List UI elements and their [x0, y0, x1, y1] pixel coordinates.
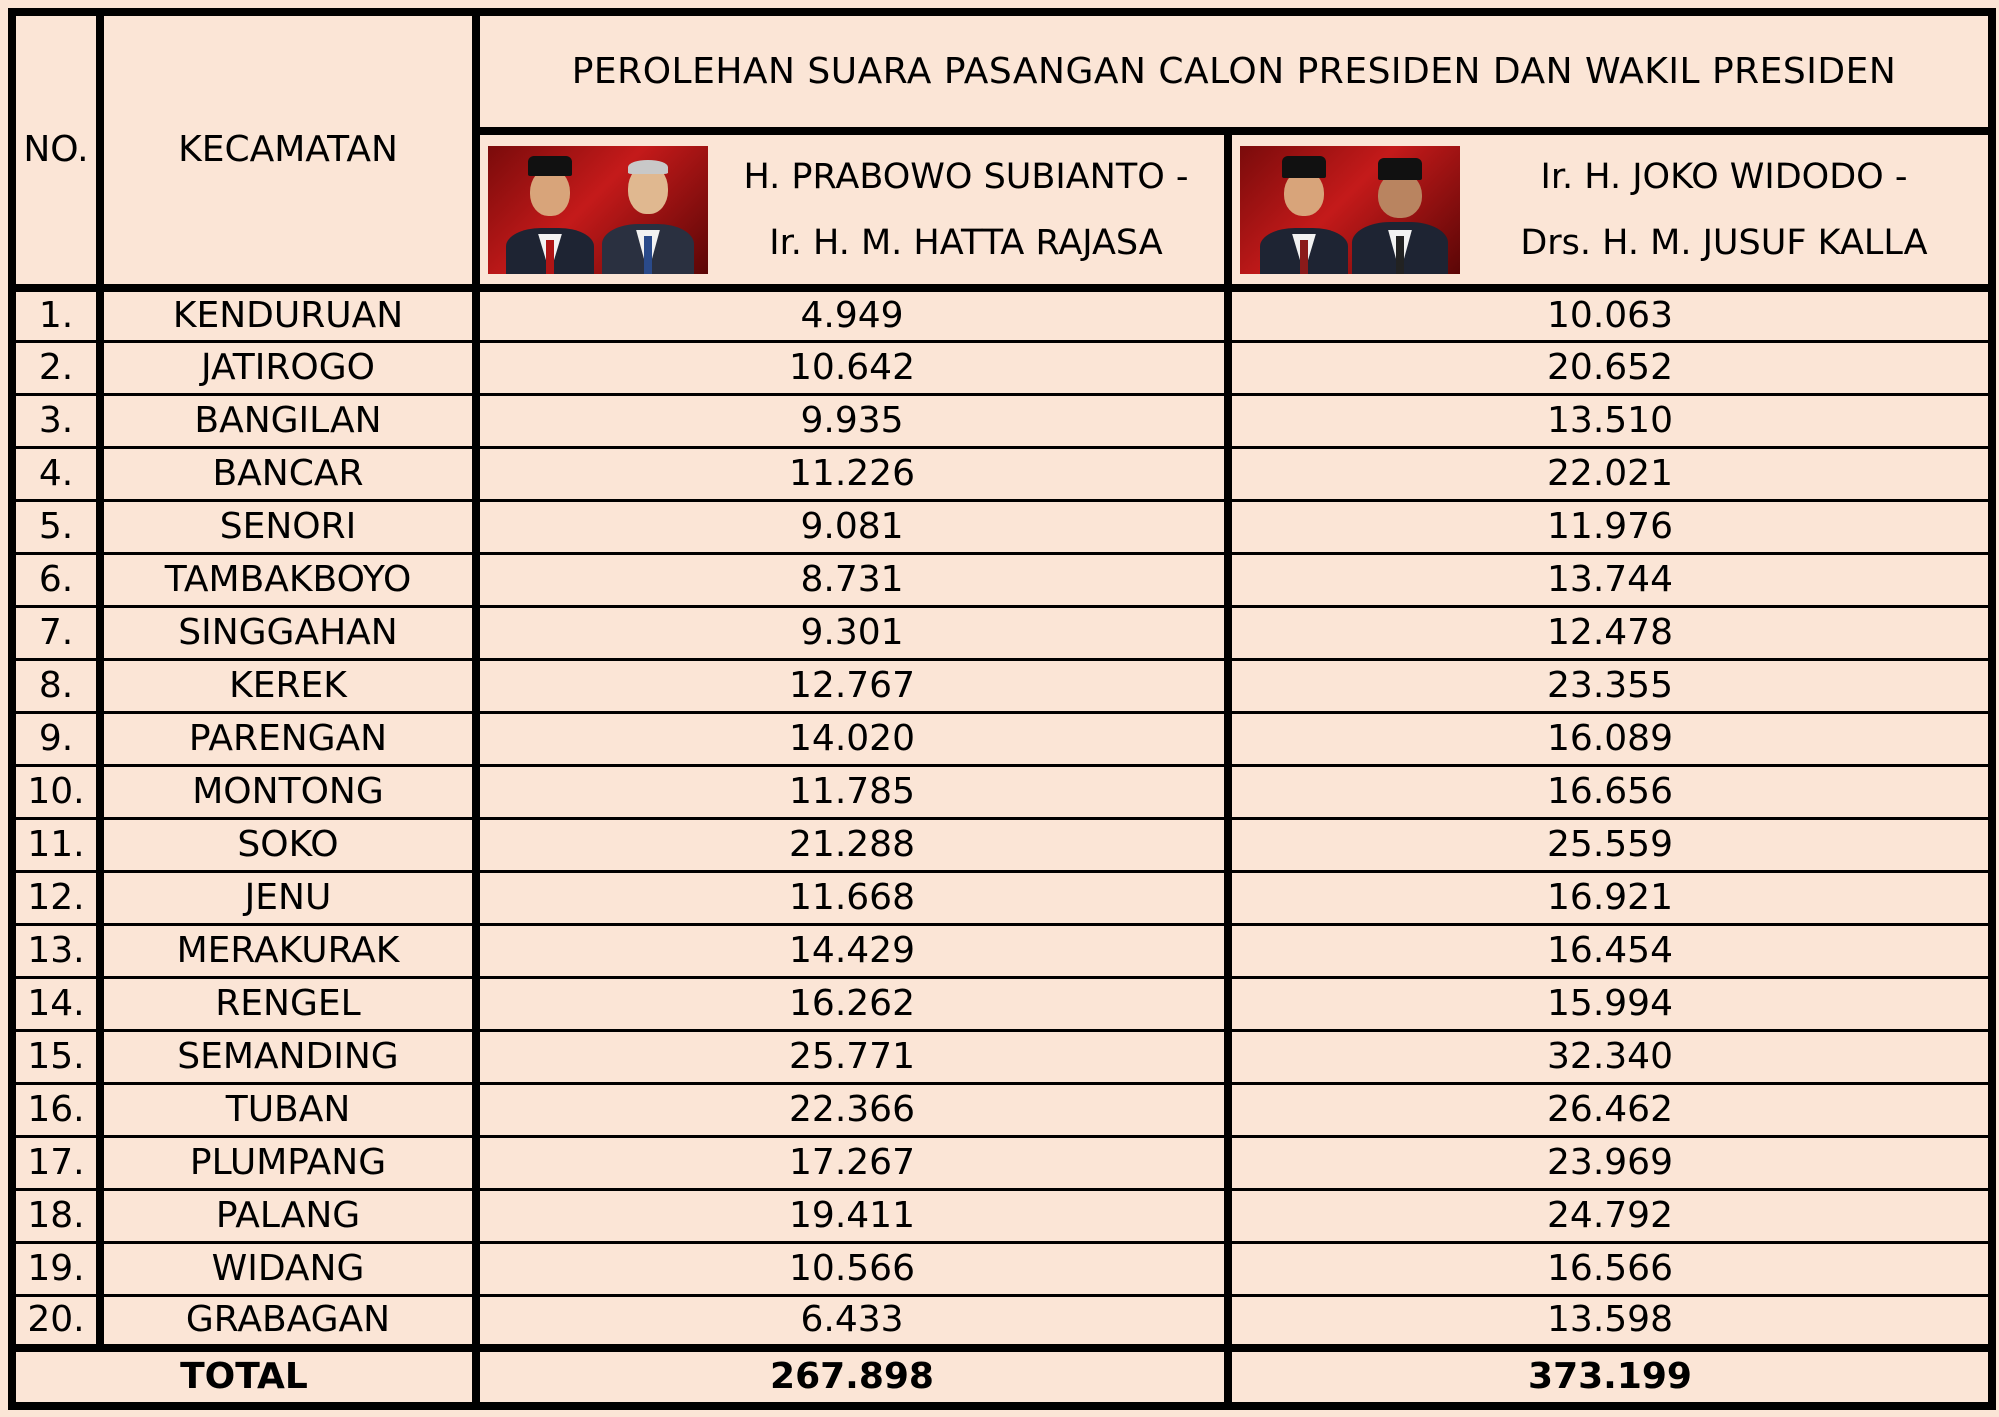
row-kecamatan: BANCAR: [100, 447, 476, 500]
row-votes-pair-2: 32.340: [1228, 1030, 1992, 1083]
row-number: 1.: [12, 288, 100, 341]
row-number: 3.: [12, 394, 100, 447]
row-number: 15.: [12, 1030, 100, 1083]
row-number: 4.: [12, 447, 100, 500]
row-kecamatan: BANGILAN: [100, 394, 476, 447]
row-kecamatan: KEREK: [100, 659, 476, 712]
candidate-pair-1-line2: Ir. H. M. HATTA RAJASA: [769, 222, 1163, 263]
table-row: [12, 1189, 1992, 1242]
row-votes-pair-2: 20.652: [1228, 341, 1992, 394]
row-number: 17.: [12, 1136, 100, 1189]
row-votes-pair-1: 8.731: [476, 553, 1228, 606]
row-votes-pair-1: 11.226: [476, 447, 1228, 500]
row-votes-pair-2: 13.510: [1228, 394, 1992, 447]
row-votes-pair-2: 16.454: [1228, 924, 1992, 977]
row-number: 2.: [12, 341, 100, 394]
row-kecamatan: JENU: [100, 871, 476, 924]
candidate-pair-2-line1: Ir. H. JOKO WIDODO -: [1540, 156, 1908, 197]
row-kecamatan: TAMBAKBOYO: [100, 553, 476, 606]
table-row: [12, 712, 1992, 765]
table-row: [12, 500, 1992, 553]
row-votes-pair-1: 9.301: [476, 606, 1228, 659]
row-votes-pair-2: 16.089: [1228, 712, 1992, 765]
table-row: [12, 818, 1992, 871]
row-votes-pair-2: 15.994: [1228, 977, 1992, 1030]
table-row: [12, 977, 1992, 1030]
row-number: 13.: [12, 924, 100, 977]
row-kecamatan: WIDANG: [100, 1242, 476, 1295]
total-label: TOTAL: [12, 1348, 476, 1406]
row-votes-pair-1: 11.668: [476, 871, 1228, 924]
table-row: [12, 924, 1992, 977]
row-kecamatan: JATIROGO: [100, 341, 476, 394]
row-kecamatan: SINGGAHAN: [100, 606, 476, 659]
row-number: 11.: [12, 818, 100, 871]
row-votes-pair-2: 26.462: [1228, 1083, 1992, 1136]
table-row: [12, 1030, 1992, 1083]
total-votes-pair-1: 267.898: [476, 1348, 1228, 1406]
table-row: [12, 288, 1992, 341]
candidate-pair-1-photo: [488, 146, 708, 274]
row-votes-pair-1: 14.429: [476, 924, 1228, 977]
candidate-pair-2-line2: Drs. H. M. JUSUF KALLA: [1520, 222, 1928, 263]
row-votes-pair-2: 13.744: [1228, 553, 1992, 606]
candidate-pair-2-photo: [1240, 146, 1460, 274]
row-votes-pair-2: 24.792: [1228, 1189, 1992, 1242]
row-votes-pair-1: 12.767: [476, 659, 1228, 712]
row-number: 18.: [12, 1189, 100, 1242]
row-votes-pair-1: 14.020: [476, 712, 1228, 765]
row-votes-pair-2: 23.355: [1228, 659, 1992, 712]
row-number: 6.: [12, 553, 100, 606]
row-votes-pair-2: 16.656: [1228, 765, 1992, 818]
row-kecamatan: SEMANDING: [100, 1030, 476, 1083]
table-row: [12, 1295, 1992, 1348]
row-number: 10.: [12, 765, 100, 818]
row-kecamatan: RENGEL: [100, 977, 476, 1030]
row-votes-pair-2: 10.063: [1228, 288, 1992, 341]
row-votes-pair-2: 12.478: [1228, 606, 1992, 659]
row-votes-pair-1: 17.267: [476, 1136, 1228, 1189]
row-number: 8.: [12, 659, 100, 712]
candidate-pair-1-line1: H. PRABOWO SUBIANTO -: [743, 156, 1189, 197]
row-kecamatan: PLUMPANG: [100, 1136, 476, 1189]
row-number: 7.: [12, 606, 100, 659]
row-number: 14.: [12, 977, 100, 1030]
row-number: 5.: [12, 500, 100, 553]
table-row: [12, 341, 1992, 394]
candidate-pair-1-header: [476, 131, 1228, 288]
total-votes-pair-2: 373.199: [1228, 1348, 1992, 1406]
row-kecamatan: KENDURUAN: [100, 288, 476, 341]
row-kecamatan: SENORI: [100, 500, 476, 553]
row-votes-pair-2: 13.598: [1228, 1295, 1992, 1348]
row-votes-pair-1: 11.785: [476, 765, 1228, 818]
row-votes-pair-1: 6.433: [476, 1295, 1228, 1348]
table-row: [12, 1083, 1992, 1136]
row-votes-pair-1: 22.366: [476, 1083, 1228, 1136]
row-votes-pair-2: 25.559: [1228, 818, 1992, 871]
vote-results-table: [8, 8, 1996, 1410]
header-no: NO.: [12, 12, 100, 288]
row-kecamatan: PALANG: [100, 1189, 476, 1242]
table-row: [12, 1242, 1992, 1295]
row-number: 19.: [12, 1242, 100, 1295]
row-votes-pair-1: 19.411: [476, 1189, 1228, 1242]
row-kecamatan: PARENGAN: [100, 712, 476, 765]
row-number: 20.: [12, 1295, 100, 1348]
table-row: [12, 871, 1992, 924]
vote-results-sheet: [8, 8, 1996, 1410]
table-row: [12, 765, 1992, 818]
row-kecamatan: TUBAN: [100, 1083, 476, 1136]
row-votes-pair-2: 23.969: [1228, 1136, 1992, 1189]
table-row: [12, 447, 1992, 500]
row-votes-pair-1: 16.262: [476, 977, 1228, 1030]
row-number: 9.: [12, 712, 100, 765]
total-row: [12, 1348, 1992, 1406]
row-votes-pair-2: 22.021: [1228, 447, 1992, 500]
row-kecamatan: GRABAGAN: [100, 1295, 476, 1348]
row-votes-pair-2: 16.566: [1228, 1242, 1992, 1295]
table-row: [12, 553, 1992, 606]
table-row: [12, 659, 1992, 712]
row-votes-pair-1: 25.771: [476, 1030, 1228, 1083]
row-votes-pair-1: 9.081: [476, 500, 1228, 553]
row-number: 16.: [12, 1083, 100, 1136]
row-votes-pair-2: 11.976: [1228, 500, 1992, 553]
header-title: PEROLEHAN SUARA PASANGAN CALON PRESIDEN DAN WAKIL PRESIDEN: [476, 12, 1992, 131]
row-votes-pair-1: 4.949: [476, 288, 1228, 341]
header-kecamatan: KECAMATAN: [100, 12, 476, 288]
candidate-pair-2-header: [1228, 131, 1992, 288]
row-votes-pair-1: 21.288: [476, 818, 1228, 871]
table-row: [12, 394, 1992, 447]
row-votes-pair-1: 10.566: [476, 1242, 1228, 1295]
row-votes-pair-1: 9.935: [476, 394, 1228, 447]
row-kecamatan: MERAKURAK: [100, 924, 476, 977]
row-kecamatan: SOKO: [100, 818, 476, 871]
row-number: 12.: [12, 871, 100, 924]
row-votes-pair-1: 10.642: [476, 341, 1228, 394]
row-kecamatan: MONTONG: [100, 765, 476, 818]
row-votes-pair-2: 16.921: [1228, 871, 1992, 924]
table-row: [12, 1136, 1992, 1189]
table-row: [12, 606, 1992, 659]
